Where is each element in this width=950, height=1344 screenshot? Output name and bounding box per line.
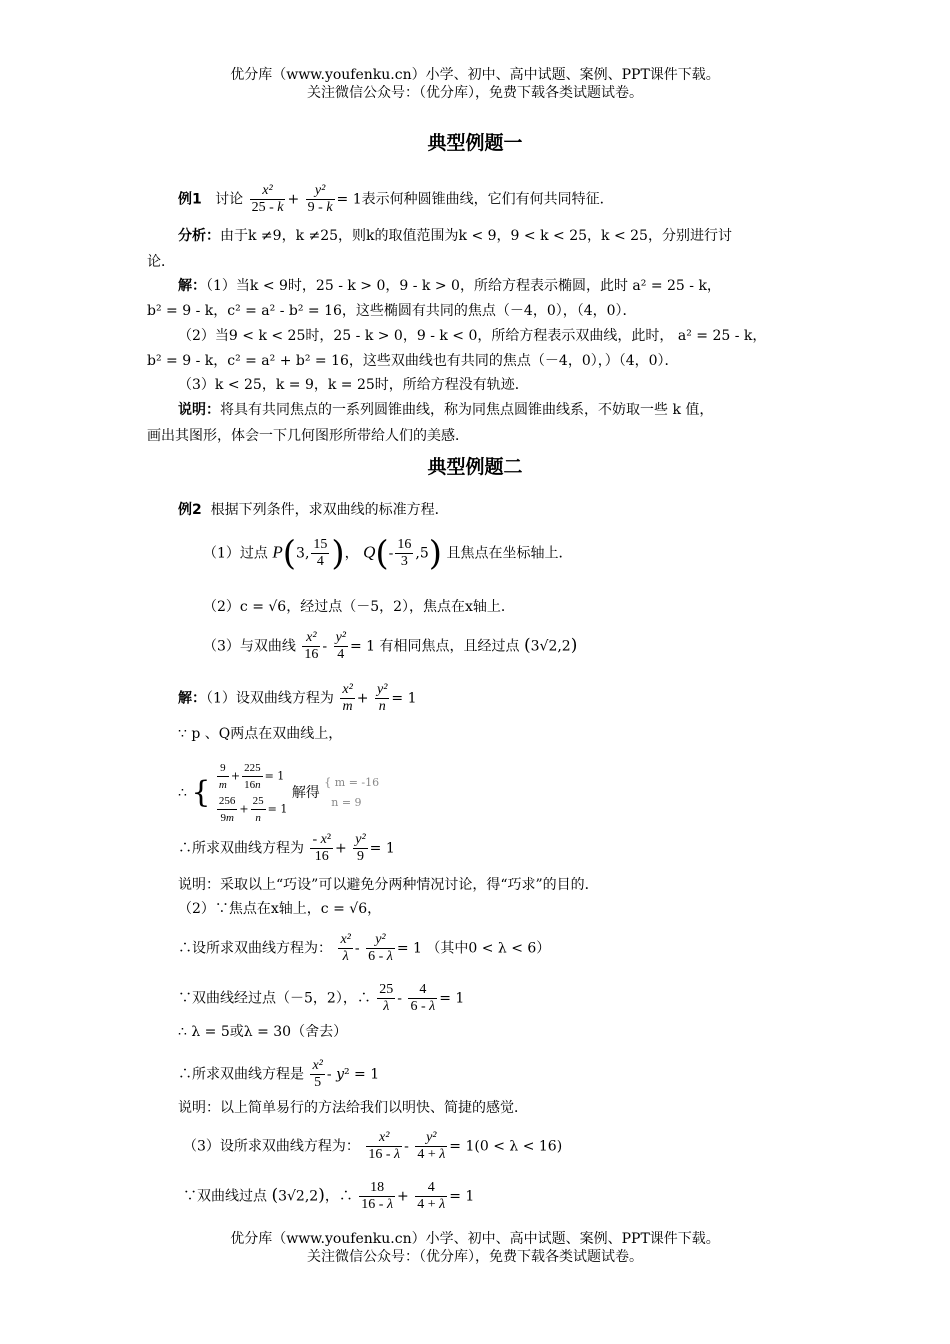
system-equations: ∴ { $\frac{9}{m}$ + $\frac{225}{16n}$ = 1 $\frac{256}{9m}$ + $\frac{25}{n}$ = 1 解得 { m = -16 n = 9 (178, 762, 380, 824)
solution-2-pass: ∵双曲线经过点（－5，2），∴ $\frac{25}{\lambda}$ - $\frac{4}{6 - \lambda}$ = 1 (178, 982, 465, 1014)
note-2: 说明：以上简单易行的方法给我们以明快、简捷的感觉． (178, 1100, 528, 1116)
example-2-title: 典型例题二 (427, 456, 523, 478)
result-2: ∴所求双曲线方程是 $\frac{\text{x²}}{5}$ - y² = 1 (178, 1058, 380, 1090)
example-1-note-cont: 画出其图形，体会一下几何图形所带给人们的美感． (147, 428, 469, 444)
header-line-1: 优分库（www.youfenku.cn）小学、初中、高中试题、案例、PPT课件下载。 (230, 67, 720, 83)
example-1-analysis: 分析：由于k ≠9，k ≠25，则k的取值范围为k < 9，9 < k < 25，k < 25，分别进行讨 (178, 228, 732, 244)
example-1-solution-1a: 解：（1）当k < 9时，25 - k > 0，9 - k > 0，所给方程表示椭圆，此时 a² = 25 - k， (178, 278, 721, 294)
because-pq: ∵ p 、Q两点在双曲线上， (178, 726, 343, 742)
solution-2-lambda: ∴ λ = 5或λ = 30（舍去） (178, 1024, 348, 1040)
example-1-note: 说明：将具有共同焦点的一系列圆锥曲线，称为同焦点圆锥曲线系，不妨取一些 k 值， (178, 402, 714, 418)
footer-banner (0, 1230, 950, 1266)
header-banner (0, 66, 950, 102)
condition-1: （1）过点 P(3, $\frac{15}{4}$ )， Q(- $\frac{16}{3}$ ,5) 且焦点在坐标轴上． (203, 533, 573, 574)
solution-3-pass: ∵双曲线过点 (3√2,2)，∴ $\frac{18}{16 - \lambda}$ + $\frac{4}{4 + \lambda}$ = 1 (183, 1180, 475, 1212)
footer-line-1: 优分库（www.youfenku.cn）小学、初中、高中试题、案例、PPT课件下载。 (230, 1231, 720, 1247)
example-1-solution-2b: b² = 9 - k，c² = a² + b² = 16，这些双曲线也有共同的焦点（－4，0），）（4，0）． (147, 353, 679, 369)
solution-2-set: ∴设所求双曲线方程为： $\frac{\text{x²}}{\lambda}$ - $\frac{\text{y²}}{6 - \lambda}$ = 1 （其中0 < λ < 6） (178, 932, 551, 964)
example-1-title: 典型例题一 (427, 132, 523, 154)
example-1-analysis-cont: 论． (147, 254, 175, 270)
example-1-solution-2a: （2）当9 < k < 25时，25 - k > 0，9 - k < 0，所给方程表示双曲线，此时， a² = 25 - k， (178, 328, 767, 344)
result-1: ∴所求双曲线方程为 $\frac{\text{- x²}}{16}$ + $\frac{\text{y²}}{9}$ = 1 (178, 832, 395, 864)
example-1-solution-3: （3）k < 25，k = 9，k = 25时，所给方程没有轨迹． (178, 377, 529, 393)
example-1-label: 例1 (178, 191, 202, 208)
solution-2: （2）∵焦点在x轴上，c = √6， (178, 901, 382, 917)
condition-3: （3）与双曲线 $\frac{\text{x²}}{16}$ - $\frac{\text{y²}}{4}$ = 1 有相同焦点，且经过点 (3√2,2) (203, 630, 578, 662)
solution-1: 解：（1）设双曲线方程为 $\frac{\text{x²}}{m}$ + $\frac{\text{y²}}{n}$ = 1 (178, 682, 417, 714)
example-1-question: 例1 讨论 $\frac{\text{x²}}{25 - k}$ + $\frac{\text{y²}}{9 - k}$ = 1表示何种圆锥曲线，它们有何共同特征． (178, 183, 614, 215)
condition-2: （2）c = √6，经过点（－5，2），焦点在x轴上． (203, 599, 515, 615)
header-line-2: 关注微信公众号：（优分库），免费下载各类试题试卷。 (307, 85, 643, 101)
footer-line-2: 关注微信公众号：（优分库），免费下载各类试题试卷。 (307, 1249, 643, 1265)
note-1: 说明：采取以上“巧设”可以避免分两种情况讨论，得“巧求”的目的． (178, 877, 599, 893)
example-2-question: 例2 根据下列条件，求双曲线的标准方程． (178, 502, 449, 518)
solution-3-set: （3）设所求双曲线方程为： $\frac{\text{x²}}{16 - \lambda}$ - $\frac{\text{y²}}{4 + \lambda}$ = 1(0 < λ < 16) (183, 1130, 563, 1162)
example-1-solution-1b: b² = 9 - k，c² = a² - b² = 16，这些椭圆有共同的焦点（－4，0），（4，0）． (147, 303, 637, 319)
